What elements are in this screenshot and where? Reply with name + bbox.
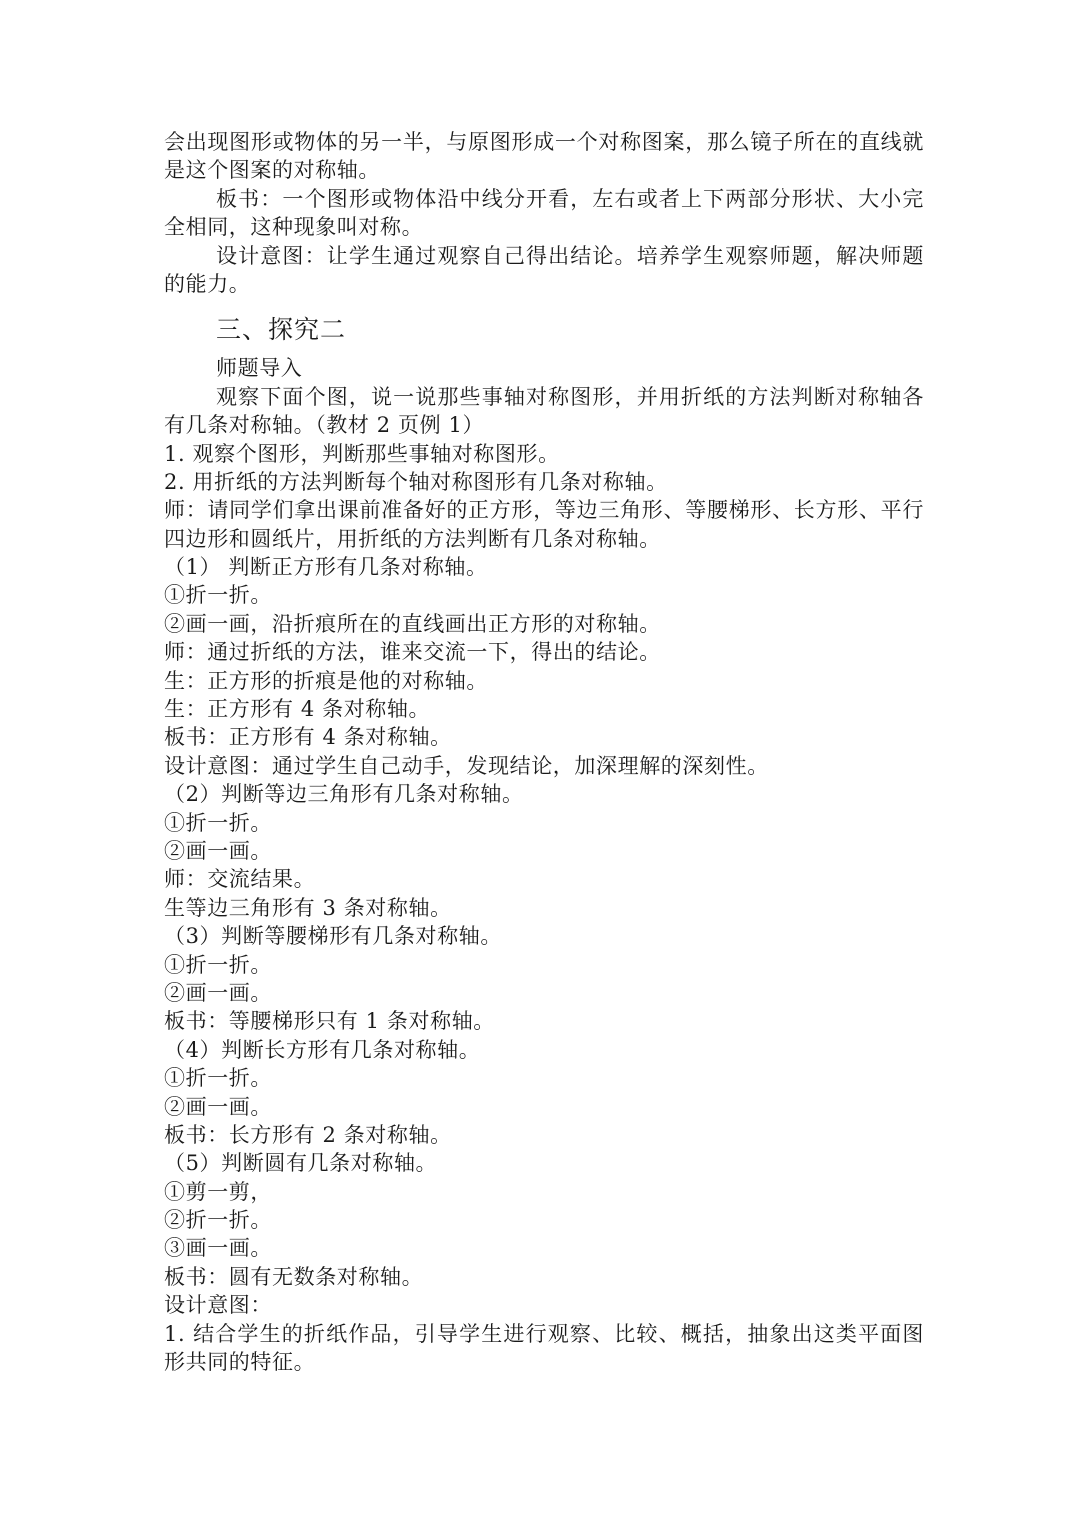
text-line: （5）判断圆有几条对称轴。: [164, 1151, 438, 1176]
text-line: 师题导入: [216, 356, 303, 381]
text-line: 板书：长方形有 2 条对称轴。: [164, 1122, 452, 1147]
text-line: ①折一折。: [164, 583, 272, 608]
text-line: 形共同的特征。: [164, 1350, 316, 1375]
text-line: 板书：正方形有 4 条对称轴。: [164, 725, 452, 750]
text-line: ①剪一剪，: [164, 1179, 272, 1204]
text-line: ①折一折。: [164, 952, 272, 977]
text-line: 四边形和圆纸片，用折纸的方法判断有几条对称轴。: [164, 526, 661, 551]
section-heading: 三、探究二: [216, 315, 347, 345]
text-line: 的能力。: [164, 271, 251, 296]
text-line: 全相同，这种现象叫对称。: [164, 215, 424, 240]
text-line: ①折一折。: [164, 1066, 272, 1091]
text-line: 师：交流结果。: [164, 867, 316, 892]
text-line: （3）判断等腰梯形有几条对称轴。: [164, 924, 502, 949]
text-line: 观察下面个图，说一说那些事轴对称图形，并用折纸的方法判断对称轴各: [216, 384, 924, 409]
text-line: 1. 观察个图形，判断那些事轴对称图形。: [164, 441, 560, 466]
text-line: 会出现图形或物体的另一半，与原图形成一个对称图案，那么镜子所在的直线就: [164, 130, 924, 154]
text-line: 是这个图案的对称轴。: [164, 158, 380, 183]
text-line: 板书：圆有无数条对称轴。: [164, 1264, 424, 1289]
text-line: 板书：一个图形或物体沿中线分开看，左右或者上下两部分形状、大小完: [216, 186, 924, 211]
text-line: 设计意图：通过学生自己动手，发现结论，加深理解的深刻性。: [164, 753, 769, 778]
text-line: 师：请同学们拿出课前准备好的正方形，等边三角形、等腰梯形、长方形、平行: [164, 498, 924, 523]
text-line: 设计意图：让学生通过观察自己得出结论。培养学生观察师题，解决师题: [216, 243, 924, 268]
text-line: ①折一折。: [164, 810, 272, 835]
text-line: 2. 用折纸的方法判断每个轴对称图形有几条对称轴。: [164, 469, 668, 494]
text-line: 生：正方形有 4 条对称轴。: [164, 697, 431, 722]
text-line: 师：通过折纸的方法，谁来交流一下，得出的结论。: [164, 640, 661, 665]
text-line: ②画一画。: [164, 838, 272, 863]
text-line: （2）判断等边三角形有几条对称轴。: [164, 782, 524, 807]
text-line: ②折一折。: [164, 1208, 272, 1233]
text-line: ②画一画。: [164, 1094, 272, 1119]
text-line: 生等边三角形有 3 条对称轴。: [164, 895, 452, 920]
text-line: （1） 判断正方形有几条对称轴。: [164, 555, 488, 580]
text-line: ②画一画。: [164, 980, 272, 1005]
text-line: 1. 结合学生的折纸作品，引导学生进行观察、比较、概括，抽象出这类平面图: [164, 1321, 924, 1346]
text-line: 有几条对称轴。（教材 2 页例 1）: [164, 413, 485, 438]
text-line: 板书：等腰梯形只有 1 条对称轴。: [164, 1009, 495, 1034]
document-page: [164, 128, 924, 1376]
text-line: 生：正方形的折痕是他的对称轴。: [164, 668, 488, 693]
text-line: 设计意图：: [164, 1293, 272, 1318]
text-line: ③画一画。: [164, 1236, 272, 1261]
text-line: ②画一画，沿折痕所在的直线画出正方形的对称轴。: [164, 611, 661, 636]
text-line: （4）判断长方形有几条对称轴。: [164, 1037, 481, 1062]
